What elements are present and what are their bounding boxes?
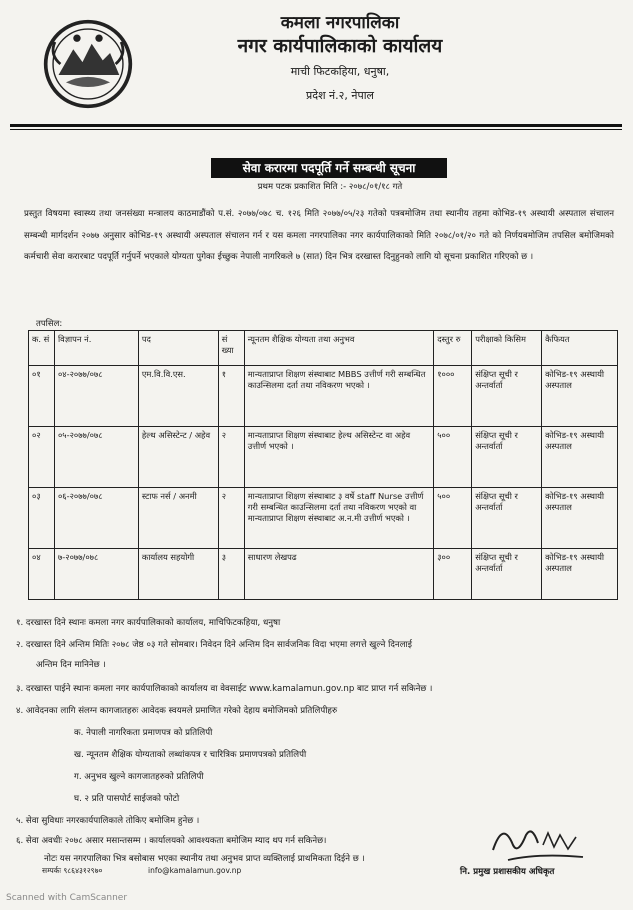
doc-academic: ख. न्यूनतम शैक्षिक योग्यताको लब्धांकपत्र र चारित्रिक प्रमाणपत्रको प्रतिलिपी (74, 750, 307, 760)
doc-photo: घ. २ प्रति पासपोर्ट साईजको फोटो (74, 794, 180, 804)
cell-post: हेल्थ असिस्टेन्ट / अहेव (138, 427, 218, 488)
cell-exam-type: संक्षिप्त सूची र अन्तर्वार्ता (472, 549, 542, 600)
cell-qualification: मान्यताप्राप्त शिक्षण संस्थाबाट ३ वर्षे staff Nurse उत्तीर्ण गरी सम्बन्धित काउन्सिलमा दर्ता तथा नविकरण भएको वा मान्यताप्राप्त शिक्षण संस्थाबाट अ.न.मी उत्तीर्ण भएको । (244, 488, 434, 549)
note-application-place: १. दरखास्त दिने स्थानः कमला नगर कार्यपालिकाको कार्यालय, माचिफिटकहिया, धनुषा (16, 618, 281, 628)
cell-count: २ (218, 427, 244, 488)
note-priority: नोटः यस नगरपालिका भित्र बसोबास भएका स्थानीय तथा अनुभव प्राप्त व्यक्तिलाई प्राथमिकता दिईने छ । (44, 854, 365, 864)
camscanner-watermark: Scanned with CamScanner (6, 893, 128, 903)
cell-qualification: मान्यताप्राप्त शिक्षण संस्थाबाट MBBS उत्तीर्ण गरी सम्बन्धित काउन्सिलमा दर्ता तथा नविकरण भएको । (244, 366, 434, 427)
office-address: माची फिटकहिया, धनुषा, (290, 65, 390, 78)
cell-fee: ५०० (434, 488, 472, 549)
cell-remarks: कोभिड-१९ अस्थायी अस्पताल (542, 549, 618, 600)
cell-ad-no: ७-२०७७/०७८ (54, 549, 138, 600)
header-remarks: कैफियत (542, 331, 618, 366)
cell-qualification: मान्यताप्राप्त शिक्षण संस्थाबाट हेल्थ असिस्टेन्ट वा अहेव उत्तीर्ण भएको । (244, 427, 434, 488)
header-fee: दस्तुर रु (434, 331, 472, 366)
table-row (29, 549, 618, 600)
header-exam-type: परीक्षाको किसिम (472, 331, 542, 366)
municipality-name: कमला नगरपालिका (280, 13, 400, 33)
note-form-source: ३. दरखास्त पाईने स्थानः कमला नगर कार्यपालिकाको कार्यालय वा वेवसाईट www.kamalamun.gov.np बाट प्राप्त गर्न सकिनेछ । (16, 684, 433, 694)
note-deadline: २. दरखास्त दिने अन्तिम मितिः २०७८ जेष्ठ ०३ गते सोमबार। निवेदन दिने अन्तिम दिन सार्वजनिक विदा भएमा लगत्ते खुल्ने दिनलाई (16, 640, 412, 650)
nepal-emblem-icon (42, 18, 134, 110)
cell-count: १ (218, 366, 244, 427)
header-divider-thin (10, 129, 622, 130)
header-divider (10, 124, 622, 127)
doc-experience: ग. अनुभव खुल्ने कागजातहरुको प्रतिलिपी (74, 772, 204, 782)
cell-post: स्टाफ नर्स / अनमी (138, 488, 218, 549)
cell-exam-type: संक्षिप्त सूची र अन्तर्वार्ता (472, 488, 542, 549)
note-service-period: ६. सेवा अवधीः २०७८ असार मसान्तसम्म । कार्यालयको आवश्यकता बमोजिम म्याद थप गर्न सकिनेछ। (16, 836, 327, 846)
signer-title: नि. प्रमुख प्रशासकीय अधिकृत (460, 867, 555, 877)
vacancy-table (28, 330, 618, 600)
signature-icon (488, 815, 588, 865)
cell-ad-no: ०६-२०७७/०७८ (54, 488, 138, 549)
header-qualification: न्यूनतम शैक्षिक योग्यता तथा अनुभव (244, 331, 434, 366)
cell-fee: ५०० (434, 427, 472, 488)
cell-post: कार्यालय सहयोगी (138, 549, 218, 600)
cell-remarks: कोभिड-१९ अस्थायी अस्पताल (542, 427, 618, 488)
cell-count: ३ (218, 549, 244, 600)
table-row (29, 366, 618, 427)
cell-qualification: साधारण लेखपढ (244, 549, 434, 600)
cell-remarks: कोभिड-१९ अस्थायी अस्पताल (542, 366, 618, 427)
table-label: तपसिल: (36, 319, 63, 329)
cell-post: एम.वि.वि.एस. (138, 366, 218, 427)
header-sn: क. सं (29, 331, 55, 366)
notice-title: सेवा करारमा पदपूर्ति गर्ने सम्बन्धी सूचना (211, 158, 447, 178)
table-header-row (29, 331, 618, 366)
table-row (29, 488, 618, 549)
province: प्रदेश नं.२, नेपाल (305, 89, 375, 102)
note-deadline-cont: अन्तिम दिन मानिनेछ । (36, 660, 106, 670)
cell-ad-no: ०४-२०७७/०७८ (54, 366, 138, 427)
cell-fee: १००० (434, 366, 472, 427)
table-row (29, 427, 618, 488)
header-ad-no: विज्ञापन नं. (54, 331, 138, 366)
cell-exam-type: संक्षिप्त सूची र अन्तर्वार्ता (472, 366, 542, 427)
office-name: नगर कार्यपालिकाको कार्यालय (237, 35, 443, 57)
header-post: पद (138, 331, 218, 366)
cell-remarks: कोभिड-१९ अस्थायी अस्पताल (542, 488, 618, 549)
contact-phone: सम्पर्कः ९८६४३१२९७० (42, 866, 103, 875)
contact-email[interactable]: info@kamalamun.gov.np (148, 866, 242, 875)
note-benefits: ५. सेवा सुविधाः नगरकार्यपालिकाले तोकिए बमोजिम हुनेछ । (16, 816, 200, 826)
cell-sn: ०४ (29, 549, 55, 600)
note-documents: ४. आवेदनका लागि संलग्न कागजातहरुः आवेदक स्वयमले प्रमाणित गरेको देहाय बमोजिमको प्रतिलिपीहरु (16, 706, 338, 716)
cell-sn: ०१ (29, 366, 55, 427)
publish-date: प्रथम पटक प्रकाशित मिति :- २०७८/०१/१८ गते (257, 182, 403, 192)
cell-sn: ०२ (29, 427, 55, 488)
cell-ad-no: ०५-२०७७/०७८ (54, 427, 138, 488)
doc-citizenship: क. नेपाली नागरिकता प्रमाणपत्र को प्रतिलिपी (74, 728, 213, 738)
cell-count: २ (218, 488, 244, 549)
notice-paragraph: प्रस्तुत विषयमा स्वास्थ्य तथा जनसंख्या मन्त्रालय काठमाडौंको प.सं. २०७७/०७८ च. १२६ मिति २०७७/०५/२३ गतेको पत्रबमोजिम तथा स्थानीय तहमा कोभिड-१९ अस्थायी अस्पताल संचालन सम्बन्धी मार्गदर्शन २०७७ अनुसार कोभिड-१९ अस्थायी अस्पताल संचालन गर्न र यस कमला नगरपालिका नगर कार्यपालिकाको मिति २०७८/०१/२० गते को निर्णयबमोजिम तपसिल बमोजिमको कर्मचारी सेवा करारबाट पदपूर्ति गर्नुपर्ने भएकाले योग्यता पुगेका ईच्छुक नेपाली नागरिकले ७ (सात) दिन भित्र दरखास्त दिनुहुनको लागि यो सूचना प्रकाशित गरिएको छ । (24, 209, 614, 262)
header-count: सं ख्या (218, 331, 244, 366)
cell-exam-type: संक्षिप्त सूची र अन्तर्वार्ता (472, 427, 542, 488)
cell-sn: ०३ (29, 488, 55, 549)
cell-fee: ३०० (434, 549, 472, 600)
